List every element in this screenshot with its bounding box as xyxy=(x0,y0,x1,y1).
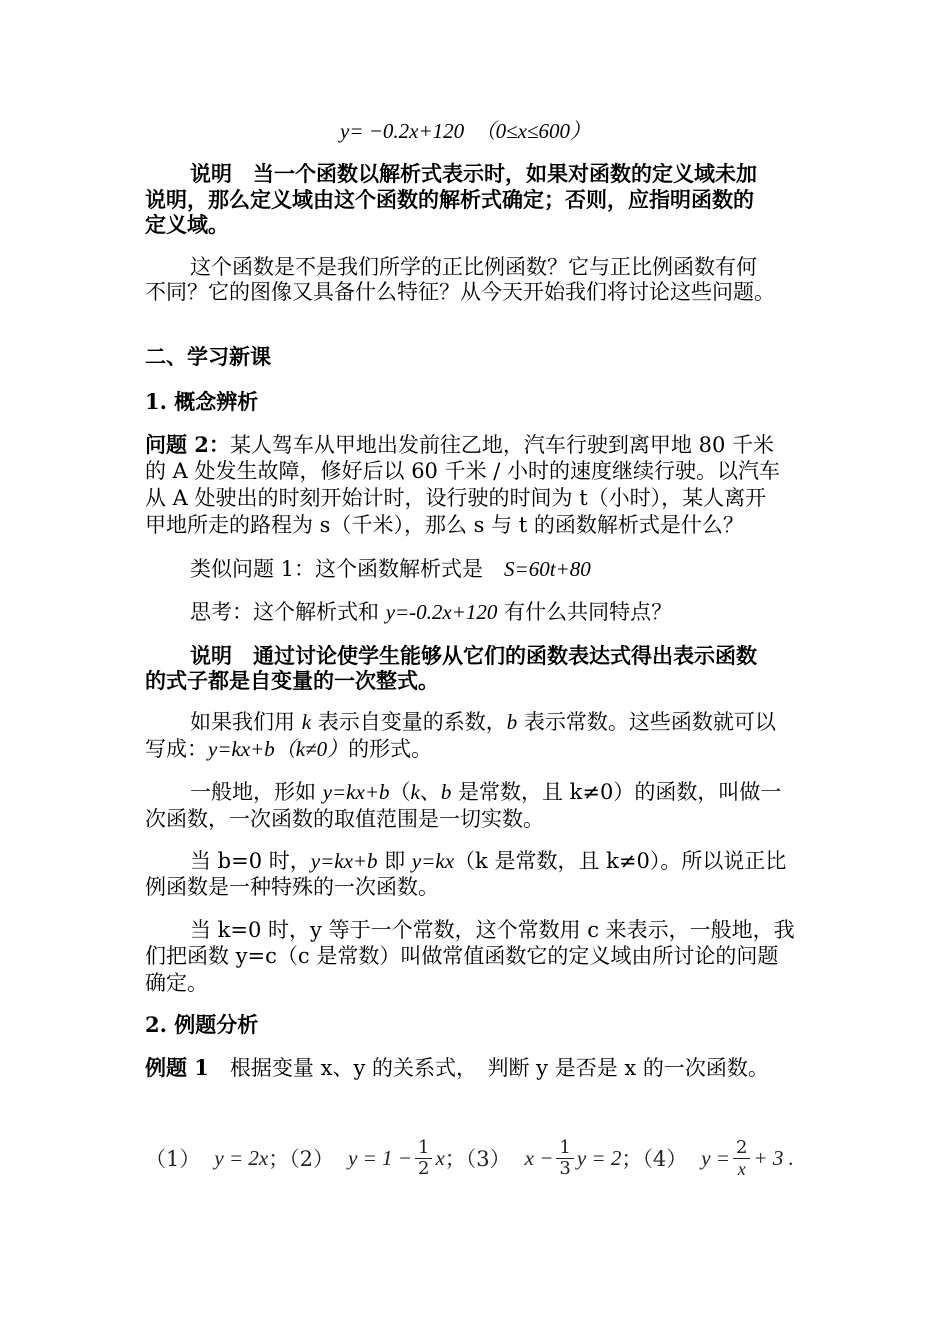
item-1-formula: y = 2x xyxy=(214,1145,269,1170)
top-formula: y= −0.2x+120 （0≤x≤600） xyxy=(340,119,592,143)
para-k-line-1 xyxy=(190,708,776,736)
example1-line xyxy=(145,1054,769,1082)
para-k-line-2 xyxy=(145,735,432,763)
note2-line-2: 的式子都是自变量的一次整式。 xyxy=(145,668,439,693)
think-pre: 思考：这个解析式和 xyxy=(190,600,386,624)
item-2-numerator: 1 xyxy=(415,1138,432,1159)
para-general-var-k: k xyxy=(410,780,420,804)
item-3-label: ；（3） xyxy=(444,1147,511,1171)
note1-line-2: 说明，那么定义域由这个函数的解析式确定；否则，应指明函数的 xyxy=(145,187,754,212)
question2-label: 问题 2： xyxy=(145,432,230,457)
think-post: 有什么共同特点？ xyxy=(497,600,673,624)
para-k-text-c: 表示常数。这些函数就可以 xyxy=(517,710,776,734)
para-general-line-1 xyxy=(190,778,781,806)
question2-line-3: 从 A 处驶出的时刻开始计时，设行驶的时间为 t（小时），某人离开 xyxy=(145,486,767,510)
item-2-formula-left: y = 1 − xyxy=(348,1145,412,1170)
para-k-formula: y=kx+b（k≠0） xyxy=(208,737,349,761)
para-k-var-b: b xyxy=(506,710,518,734)
para-general-text-c: 、 xyxy=(419,780,441,804)
example1-items xyxy=(145,1128,794,1188)
para-k-var-k: k xyxy=(301,710,312,734)
para-b0-line-1 xyxy=(190,847,786,875)
similar-question xyxy=(190,555,591,583)
para-k0-line-3: 确定。 xyxy=(145,971,208,995)
item-2-label: ；（2） xyxy=(268,1147,335,1171)
item-1-label: （1） xyxy=(145,1147,201,1171)
para-b0-formula-2: y=kx xyxy=(411,849,455,873)
para-k-text-d: 写成： xyxy=(145,737,208,761)
note1-line-3: 定义域。 xyxy=(145,212,229,237)
question2-line-2: 的 A 处发生故障，修好后以 60 千米 / 小时的速度继续行驶。以汽车 xyxy=(145,459,781,483)
para-general-text-a: 一般地，形如 xyxy=(190,780,323,804)
item-2-fraction xyxy=(415,1138,432,1179)
item-3-fraction xyxy=(556,1138,573,1179)
para1-line-1: 这个函数是不是我们所学的正比例函数？它与正比例函数有何 xyxy=(190,255,757,279)
subsection-2-title: 2. 例题分析 xyxy=(145,1012,259,1037)
similar-formula: S=60t+80 xyxy=(504,557,591,581)
para-b0-text-a: 当 b=0 时， xyxy=(190,849,311,873)
question2-line-1 xyxy=(145,431,774,459)
note2-line-1: 说明 通过讨论使学生能够从它们的函数表达式得出表示函数 xyxy=(190,643,757,668)
item-3-formula-right: y = 2 xyxy=(576,1145,622,1170)
para-b0-text-b: 即 xyxy=(377,849,412,873)
item-4-label: ；（4） xyxy=(621,1147,688,1171)
para-b0-line-2: 例函数是一种特殊的一次函数。 xyxy=(145,875,439,899)
para-k-text-b: 表示自变量的系数， xyxy=(311,710,507,734)
example1-label: 例题 1 xyxy=(145,1055,209,1080)
item-4-formula-left: y = xyxy=(701,1145,730,1170)
para-general-text-d: 是常数，且 k≠0）的函数，叫做一 xyxy=(451,780,782,804)
think-line xyxy=(190,598,672,626)
para-general-line-2: 次函数，一次函数的取值范围是一切实数。 xyxy=(145,807,544,831)
item-3-denominator: 3 xyxy=(559,1157,571,1179)
para1-line-2: 不同？它的图像又具备什么特征？从今天开始我们将讨论这些问题。 xyxy=(145,280,775,304)
para-general-formula: y=kx+b xyxy=(322,780,390,804)
para-general-var-b: b xyxy=(440,780,452,804)
para-k0-line-1: 当 k=0 时，y 等于一个常数，这个常数用 c 来表示，一般地，我 xyxy=(190,918,795,942)
para-k-text-e: 的形式。 xyxy=(348,737,433,761)
para-k0-line-2: 们把函数 y=c（c 是常数）叫做常值函数它的定义域由所讨论的问题 xyxy=(145,944,779,968)
item-2-denominator: 2 xyxy=(417,1157,430,1179)
para-b0-formula-1: y=kx+b xyxy=(310,849,378,873)
para-b0-text-c: （k 是常数，且 k≠0）。所以说正比 xyxy=(454,849,787,873)
item-3-numerator: 1 xyxy=(556,1138,573,1159)
note1-line-1: 说明 当一个函数以解析式表示时，如果对函数的定义域未加 xyxy=(190,161,757,186)
para-general-text-b: （ xyxy=(389,780,411,804)
para-k-text-a: 如果我们用 xyxy=(190,710,302,734)
item-4-fraction xyxy=(733,1138,750,1179)
similar-text: 类似问题 1：这个函数解析式是 xyxy=(190,557,505,581)
think-formula: y=-0.2x+120 xyxy=(385,600,498,624)
item-4-formula-right: + 3 . xyxy=(753,1145,794,1170)
question2-text-1: 某人驾车从甲地出发前往乙地，汽车行驶到离甲地 80 千米 xyxy=(229,433,775,457)
item-2-formula-right: x xyxy=(435,1145,445,1170)
item-3-formula-left: x − xyxy=(524,1145,554,1170)
item-4-numerator: 2 xyxy=(733,1138,750,1159)
question2-line-4: 甲地所走的路程为 s（千米），那么 s 与 t 的函数解析式是什么？ xyxy=(145,513,744,537)
example1-text: 根据变量 x、y 的关系式， 判断 y 是否是 x 的一次函数。 xyxy=(208,1056,769,1080)
subsection-1-title: 1. 概念辨析 xyxy=(145,389,259,414)
section-2-title: 二、学习新课 xyxy=(145,344,271,369)
item-4-denominator: x xyxy=(737,1158,746,1179)
